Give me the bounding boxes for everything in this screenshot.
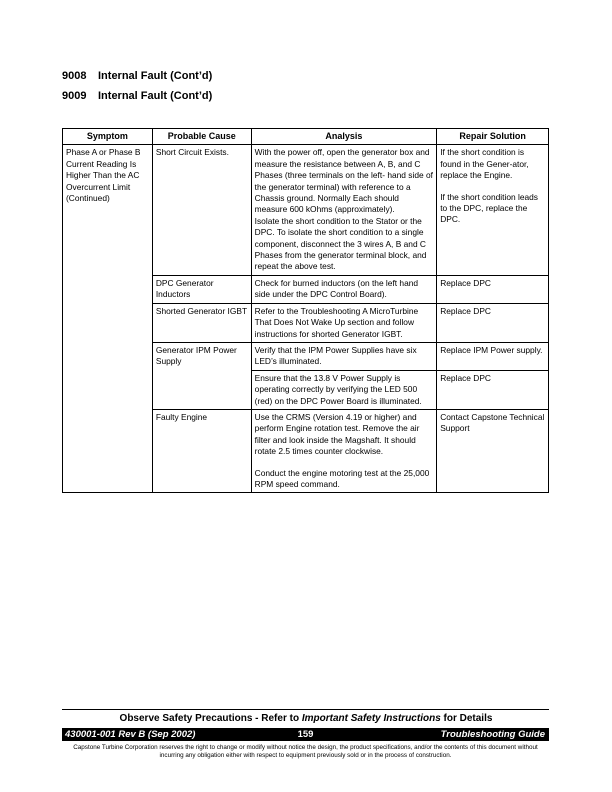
analysis-text: With the power off, open the generator box and measure the resistance between A, B, and C Phases (three terminals on the left- hand side of the generator terminal) with reference to a Chassis ground. Normally Each should measure 600 kOhms (approximately). <box>254 147 433 215</box>
troubleshooting-table <box>62 128 549 493</box>
analysis-cell: Check for burned inductors (on the left hand side under the DPC Control Board). <box>251 275 437 303</box>
safety-suffix: for Details <box>440 713 493 724</box>
repair-cell: Contact Capstone Technical Support <box>437 409 549 492</box>
repair-cell: Replace DPC <box>437 370 549 409</box>
analysis-cell: Verify that the IPM Power Supplies have six LED’s illuminated. <box>251 342 437 370</box>
column-header: Probable Cause <box>152 129 251 145</box>
fault-code: 9009 <box>62 90 87 102</box>
cause-cell: Shorted Generator IGBT <box>152 303 251 342</box>
disclaimer: Capstone Turbine Corporation reserves the right to change or modify without notice the design, the product specifications, and/or the contents of this document without incurring any obligation either with respect to equipment previously sold or in the process of construction. <box>73 744 538 759</box>
footer-bar <box>62 728 549 741</box>
column-header: Analysis <box>251 129 437 145</box>
analysis-text: Conduct the engine motoring test at the 25,000 RPM speed command. <box>254 467 430 489</box>
safety-notice <box>0 713 612 724</box>
analysis-text: Use the CRMS (Version 4.19 or higher) and perform Engine rotation test. Remove the air filter and look inside the Magshaft. It should rotate 2.5 times counter clockwise. <box>254 411 420 457</box>
section-heading <box>62 90 212 102</box>
section-heading <box>62 70 212 82</box>
document-id: 430001-001 Rev B (Sep 2002) <box>65 729 196 740</box>
table-header-row <box>63 129 549 145</box>
cause-cell: Generator IPM Power Supply <box>152 342 251 409</box>
repair-text: If the short condition leads to the DPC, replace the DPC. <box>440 191 538 225</box>
analysis-cell: Ensure that the 13.8 V Power Supply is operating correctly by verifying the LED 500 (red) on the DPC Power Board is illuminated. <box>251 370 437 409</box>
table-row <box>63 145 549 275</box>
analysis-cell <box>251 409 437 492</box>
guide-title: Troubleshooting Guide <box>440 729 545 740</box>
analysis-text: Isolate the short condition to the Stator or the DPC. To isolate the short condition to a single component, disconnect the 3 wires A, B and C Phases from the generator terminal block, and repeat the above test. <box>254 215 427 272</box>
cause-cell: Short Circuit Exists. <box>152 145 251 275</box>
symptom-cell: Phase A or Phase B Current Reading Is Higher Than the AC Overcurrent Limit (Continued) <box>63 145 153 493</box>
page-number: 159 <box>297 729 314 740</box>
repair-cell <box>437 145 549 275</box>
safety-link[interactable]: Important Safety Instructions <box>301 713 441 724</box>
fault-title: Internal Fault (Cont’d) <box>98 90 213 102</box>
repair-cell: Replace IPM Power supply. <box>437 342 549 370</box>
analysis-cell <box>251 145 437 275</box>
cause-cell: DPC Generator Inductors <box>152 275 251 303</box>
fault-title: Internal Fault (Cont’d) <box>98 70 213 82</box>
footer-divider <box>62 709 549 710</box>
column-header: Repair Solution <box>437 129 549 145</box>
cause-cell: Faulty Engine <box>152 409 251 492</box>
safety-prefix: Observe Safety Precautions - Refer to <box>119 713 302 724</box>
repair-text: If the short condition is found in the Gener-ator, replace the Engine. <box>440 147 529 181</box>
analysis-cell: Refer to the Troubleshooting A MicroTurbine That Does Not Wake Up section and follow instructions for shorted Generator IGBT. <box>251 303 437 342</box>
fault-code: 9008 <box>62 70 87 82</box>
column-header: Symptom <box>63 129 153 145</box>
repair-cell: Replace DPC <box>437 275 549 303</box>
repair-cell: Replace DPC <box>437 303 549 342</box>
